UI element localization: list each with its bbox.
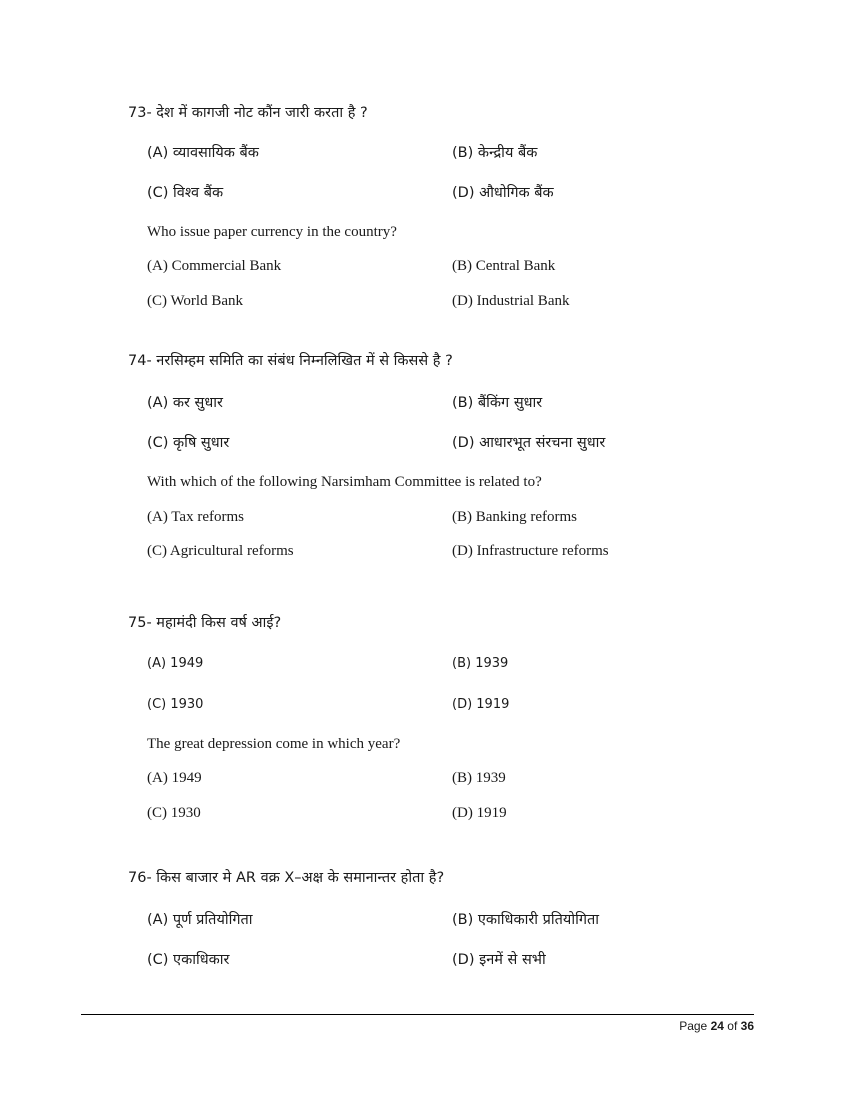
q74-option-a-hindi: (A) कर सुधार — [147, 395, 223, 411]
footer-divider — [81, 1014, 754, 1015]
q73-option-a-english: (A) Commercial Bank — [147, 258, 282, 274]
question-73-hindi: 73- देश में कागजी नोट कौंन जारी करता है ? — [128, 105, 368, 121]
q75-option-d-english: (D) 1919 — [452, 805, 507, 821]
question-76-hindi: 76- किस बाजार मे AR वक्र X–अक्ष के समानान्तर होता है? — [128, 870, 445, 886]
q76-option-c-hindi: (C) एकाधिकार — [147, 952, 230, 968]
q74-option-d-english: (D) Infrastructure reforms — [452, 543, 609, 559]
q74-option-c-hindi: (C) कृषि सुधार — [147, 435, 230, 451]
question-74-hindi: 74- नरसिम्हम समिति का संबंध निम्नलिखित में से किससे है ? — [128, 353, 453, 369]
total-pages: 36 — [740, 1019, 754, 1033]
q75-option-b-english: (B) 1939 — [452, 770, 506, 786]
page-number — [679, 1019, 754, 1033]
q73-option-c-english: (C) World Bank — [147, 293, 244, 309]
q75-option-d-hindi: (D) 1919 — [452, 697, 510, 712]
q75-option-a-hindi: (A) 1949 — [147, 656, 204, 671]
q75-option-a-english: (A) 1949 — [147, 770, 202, 786]
question-74-english: With which of the following Narsimham Committee is related to? — [147, 474, 542, 490]
current-page: 24 — [710, 1019, 724, 1033]
q74-option-d-hindi: (D) आधारभूत संरचना सुधार — [452, 435, 606, 451]
q73-option-c-hindi: (C) विश्व बैंक — [147, 185, 224, 201]
q74-option-b-hindi: (B) बैंकिंग सुधार — [452, 395, 543, 411]
q75-option-c-english: (C) 1930 — [147, 805, 201, 821]
q76-option-a-hindi: (A) पूर्ण प्रतियोगिता — [147, 912, 253, 928]
q75-option-b-hindi: (B) 1939 — [452, 656, 509, 671]
q74-option-b-english: (B) Banking reforms — [452, 509, 577, 525]
q73-option-a-hindi: (A) व्यावसायिक बैंक — [147, 145, 259, 161]
q74-option-a-english: (A) Tax reforms — [147, 509, 244, 525]
q73-option-b-hindi: (B) केन्द्रीय बैंक — [452, 145, 538, 161]
question-73-english: Who issue paper currency in the country? — [147, 224, 397, 240]
question-75-english: The great depression come in which year? — [147, 736, 401, 752]
q73-option-d-english: (D) Industrial Bank — [452, 293, 570, 309]
q75-option-c-hindi: (C) 1930 — [147, 697, 204, 712]
q73-option-b-english: (B) Central Bank — [452, 258, 556, 274]
question-75-hindi: 75- महामंदी किस वर्ष आई? — [128, 615, 282, 631]
q76-option-d-hindi: (D) इनमें से सभी — [452, 952, 546, 968]
page-of-label: of — [727, 1019, 738, 1033]
q76-option-b-hindi: (B) एकाधिकारी प्रतियोगिता — [452, 912, 600, 928]
q74-option-c-english: (C) Agricultural reforms — [147, 543, 294, 559]
q73-option-d-hindi: (D) औधोगिक बैंक — [452, 185, 554, 201]
page-label: Page — [679, 1019, 708, 1033]
